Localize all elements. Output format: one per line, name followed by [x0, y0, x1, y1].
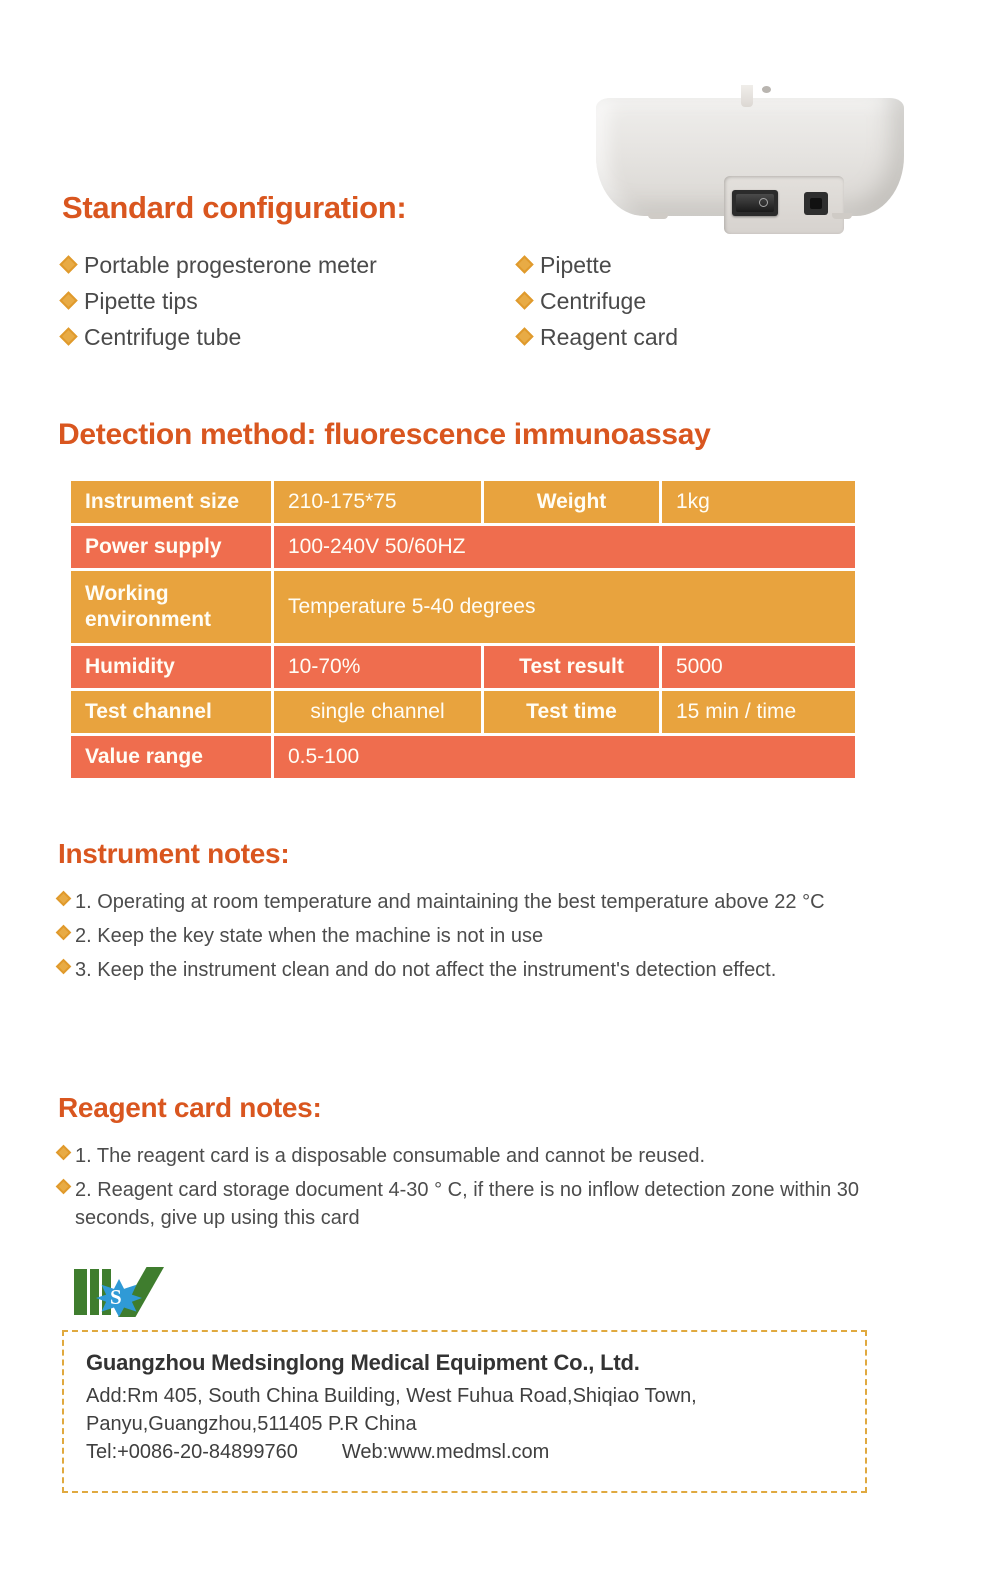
config-list-right: [518, 252, 918, 360]
reagent-card-notes-list: [58, 1142, 918, 1238]
spec-value: 1kg: [662, 481, 855, 523]
config-item-label: Portable progesterone meter: [84, 252, 377, 278]
spec-value: 5000: [662, 646, 855, 688]
spec-value: single channel: [274, 691, 481, 733]
list-item: [62, 252, 502, 278]
spec-label: Test time: [484, 691, 659, 733]
logo-bar: [74, 1269, 87, 1315]
spec-label: Instrument size: [71, 481, 271, 523]
lid-notch: [741, 85, 753, 107]
table-row: [71, 646, 855, 688]
diamond-bullet-icon: [56, 959, 72, 975]
config-item-label: Centrifuge tube: [84, 324, 242, 350]
device-foot-left: [648, 213, 668, 219]
note-text: 2. Keep the key state when the machine is not in use: [75, 925, 544, 947]
company-logo-icon: [74, 1265, 166, 1317]
note-text: 1. Operating at room temperature and maintaining the best temperature above 22 °C: [75, 891, 825, 913]
config-item-label: Reagent card: [540, 324, 679, 350]
config-item-label: Pipette: [540, 252, 612, 278]
spec-label: Humidity: [71, 646, 271, 688]
table-row: [71, 526, 855, 568]
list-item: [518, 324, 918, 350]
note-text: 1. The reagent card is a disposable consumable and cannot be reused.: [75, 1145, 706, 1167]
device-foot-right: [832, 213, 852, 219]
list-item: [58, 956, 888, 984]
logo-letter: S: [110, 1285, 122, 1309]
spec-value: 210-175*75: [274, 481, 481, 523]
telephone: Tel:+0086-20-84899760: [86, 1441, 298, 1463]
spec-label: Weight: [484, 481, 659, 523]
company-name: Guangzhou Medsinglong Medical Equipment Co., Ltd.: [86, 1350, 640, 1375]
spec-label: Working environment: [71, 571, 271, 643]
lid-knob: [762, 86, 771, 93]
spec-value: 100-240V 50/60HZ: [274, 526, 855, 568]
spec-value: Temperature 5-40 degrees: [274, 571, 855, 643]
diamond-bullet-icon: [59, 291, 77, 309]
config-item-label: Pipette tips: [84, 288, 198, 314]
device-body: [596, 98, 904, 216]
standard-configuration-heading: Standard configuration:: [62, 190, 407, 225]
list-item: [58, 922, 888, 950]
power-symbol-icon: [759, 198, 768, 207]
instrument-notes-list: [58, 888, 888, 990]
reagent-card-notes-heading: Reagent card notes:: [58, 1092, 322, 1123]
list-item: [518, 252, 918, 278]
diamond-bullet-icon: [56, 891, 72, 907]
config-list-left: [62, 252, 502, 360]
detection-method-heading: Detection method: fluorescence immunoassay: [58, 418, 711, 451]
diamond-bullet-icon: [515, 327, 533, 345]
list-item: [62, 288, 502, 314]
product-photo: [578, 58, 923, 233]
address-line-2: Panyu,Guangzhou,511405 P.R China: [86, 1413, 417, 1435]
website: Web:www.medmsl.com: [341, 1441, 550, 1463]
spec-label: Power supply: [71, 526, 271, 568]
dc-jack-inner: [810, 198, 822, 209]
diamond-bullet-icon: [515, 255, 533, 273]
list-item: [58, 1142, 918, 1170]
diamond-bullet-icon: [56, 1179, 72, 1195]
table-row: [71, 691, 855, 733]
table-row: [71, 481, 855, 523]
list-item: [58, 888, 888, 916]
specification-table: [68, 478, 858, 781]
logo-bar: [90, 1269, 99, 1315]
config-item-label: Centrifuge: [540, 288, 647, 314]
list-item: [518, 288, 918, 314]
diamond-bullet-icon: [59, 255, 77, 273]
diamond-bullet-icon: [59, 327, 77, 345]
spec-value: 10-70%: [274, 646, 481, 688]
spec-value: 0.5-100: [274, 736, 855, 778]
contact-info-box: [62, 1330, 867, 1493]
instrument-notes-heading: Instrument notes:: [58, 838, 290, 869]
table-row: [71, 736, 855, 778]
list-item: [58, 1176, 918, 1232]
note-text: 3. Keep the instrument clean and do not affect the instrument's detection effect.: [75, 959, 777, 981]
rocker-inner: [736, 194, 774, 212]
list-item: [62, 324, 502, 350]
note-text: 2. Reagent card storage document 4-30 ° C, if there is no inflow detection zone within 30 seconds, give up using this card: [75, 1179, 860, 1229]
diamond-bullet-icon: [515, 291, 533, 309]
address-line-1: Add:Rm 405, South China Building, West Fuhua Road,Shiqiao Town,: [86, 1385, 697, 1407]
spec-value: 15 min / time: [662, 691, 855, 733]
diamond-bullet-icon: [56, 1145, 72, 1161]
spec-label: Test result: [484, 646, 659, 688]
spec-label: Test channel: [71, 691, 271, 733]
diamond-bullet-icon: [56, 925, 72, 941]
table-row: [71, 571, 855, 643]
spec-label: Value range: [71, 736, 271, 778]
